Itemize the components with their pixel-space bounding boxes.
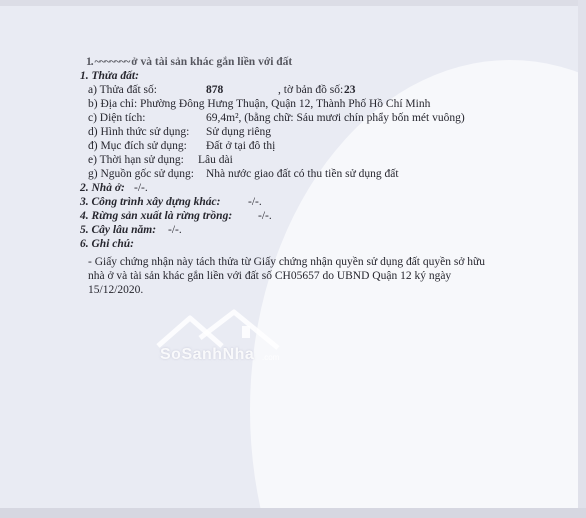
purpose-label: đ) Mục đích sử dụng: <box>88 140 187 152</box>
section1-heading: 1. Thửa đất: <box>80 70 139 82</box>
section2-label: 2. Nhà ở: <box>80 182 125 194</box>
area-label: c) Diện tích: <box>88 112 146 124</box>
note-line-3: 15/12/2020. <box>88 284 144 296</box>
area-value: 69,4m², (bằng chữ: Sáu mươi chín phẩy bốn mét vuông) <box>206 112 465 124</box>
section5-label: 5. Cây lâu năm: <box>80 224 157 236</box>
note-line-2: nhà ở và tài sản khác gắn liền với đất số CH05657 do UBND Quận 12 ký ngày <box>88 270 452 282</box>
section3-label: 3. Công trình xây dựng khác: <box>80 196 221 208</box>
address-line: b) Địa chỉ: Phường Đông Hưng Thuận, Quận 12, Thành Phố Hồ Chí Minh <box>88 98 431 110</box>
term-label: e) Thời hạn sử dụng: <box>88 154 184 166</box>
section5-value: -/-. <box>168 224 182 236</box>
section-title-text: ở và tài sản khác gắn liền với đất <box>131 56 293 68</box>
usage-form-label: d) Hình thức sử dụng: <box>88 126 190 138</box>
purpose-value: Đất ở tại đô thị <box>206 140 276 152</box>
origin-label: g) Nguồn gốc sử dụng: <box>88 168 194 180</box>
note-line-1: - Giấy chứng nhận này tách thửa từ Giấy chứng nhận quyền sử dụng đất quyền sở hữu <box>88 256 486 268</box>
section6-label: 6. Ghi chú: <box>80 238 134 250</box>
term-value: Lâu dài <box>198 154 233 166</box>
watermark-suffix: .com <box>262 353 280 362</box>
parcel-number-value: 878 <box>206 84 224 96</box>
section4-label: 4. Rừng sản xuất là rừng trồng: <box>80 210 233 222</box>
watermark-brand: SoSanhNha <box>160 346 255 363</box>
parcel-number-label: a) Thửa đất số: <box>88 84 157 96</box>
section3-value: -/-. <box>248 196 262 208</box>
map-sheet-value: 23 <box>344 84 356 96</box>
section-title: 1. ~~~~~~~ ở và tài sản khác gắn liền với đất <box>86 56 293 68</box>
section2-value: -/-. <box>134 182 148 194</box>
origin-value: Nhà nước giao đất có thu tiền sử dụng đất <box>206 168 399 180</box>
section4-value: -/-. <box>258 210 272 222</box>
map-sheet-label: , tờ bản đồ số: <box>278 84 344 96</box>
usage-form-value: Sử dụng riêng <box>206 126 272 138</box>
